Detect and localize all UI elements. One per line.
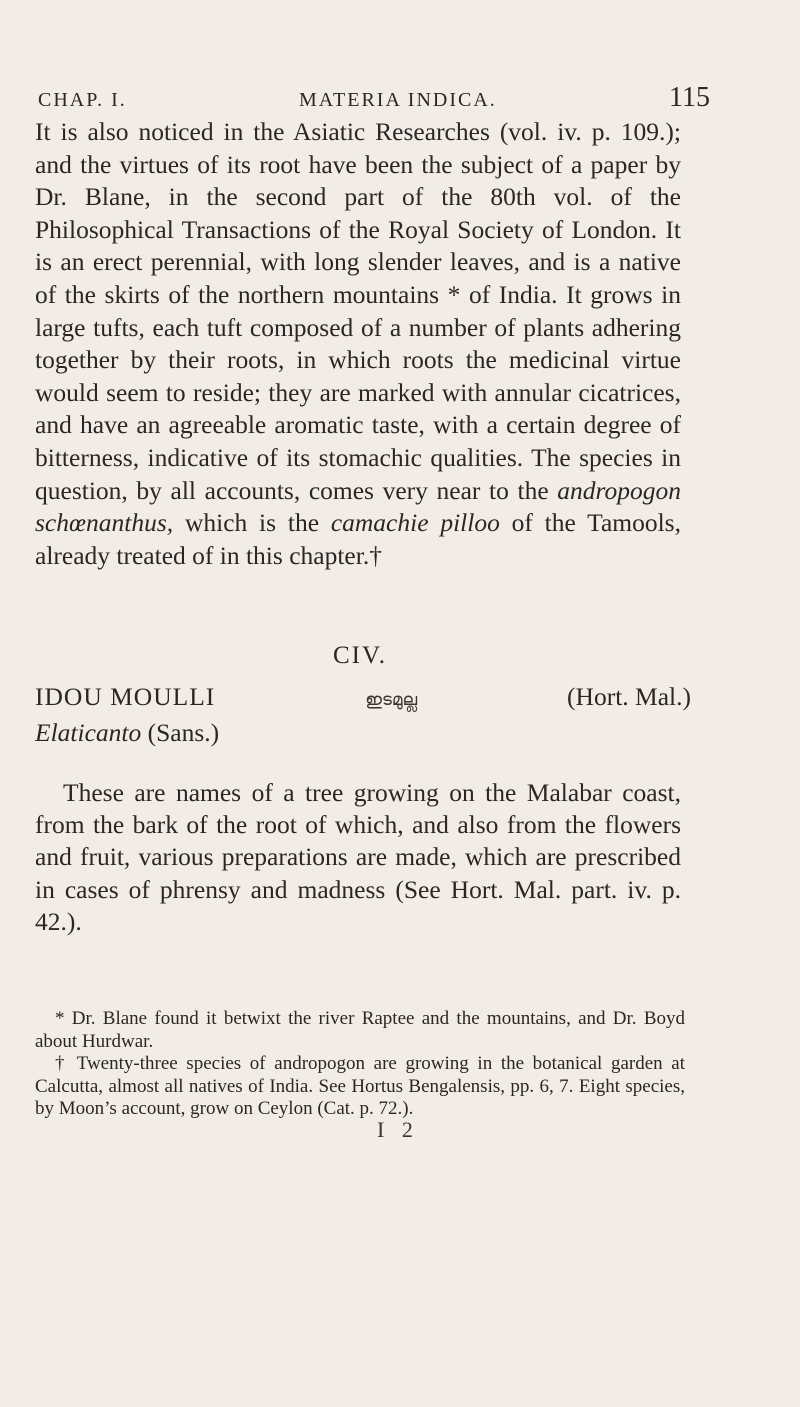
entry-name: IDOU MOULLI (35, 682, 216, 711)
section-number: CIV. (332, 642, 388, 669)
entry-source-hort-mal: (Hort. Mal.) (567, 682, 691, 711)
sanskrit-name: Elaticanto (35, 718, 142, 747)
footnote-dagger: † Twenty-three species of andropogon are growing in the botanical garden at Calcutta, almost all natives of India. See Hortus Bengalensis, pp. 6, 7. Eight species, by Moon’s account, grow on Ceylon (Cat. p. 72.). (35, 1053, 685, 1120)
paragraph-asiatic-researches (35, 116, 681, 572)
running-title: MATERIA INDICA. (299, 89, 497, 111)
paragraph-1-text-c: of the Tamools, already treated of in this chapter.† (35, 508, 681, 570)
malayalam-name: ഇടമുല്ല (365, 690, 418, 709)
species-name-camachie-pilloo: camachie pilloo (330, 508, 500, 538)
paragraph-1-text-b: which is the (173, 508, 331, 538)
page-number: 115 (669, 82, 710, 113)
species-name-andropogon: andropogon schœnanthus, (35, 475, 681, 538)
footnote-asterisk: * Dr. Blane found it betwixt the river Raptee and the mountains, and Dr. Boyd about Hurdwar. (35, 1008, 685, 1052)
paragraph-1-text-a: It is also noticed in the Asiatic Researches (vol. iv. p. 109.); and the virtues of its root have been the subject of a paper by Dr. Blane, in the second part of the 80th vol. of the Philosophical Transactions of the Royal Society of London. It is an erect perennial, with long slender leaves, and is a native of the skirts of the northern mountains * of India. It grows in large tufts, each tuft composed of a number of plants adhering together by their roots, in which roots the medicinal virtue would seem to reside; they are marked with annular cicatrices, and have an agreeable aromatic taste, with a certain degree of bitterness, indicative of its stomachic qualities. The species in question, by all accounts, comes very near to the (35, 117, 681, 505)
entry-line-1 (35, 680, 691, 716)
chapter-label: CHAP. I. (38, 89, 127, 111)
paragraph-idou-moulli: These are names of a tree growing on the Malabar coast, from the bark of the root of which, and also from the flowers and fruit, various preparations are made, which are prescribed in cases of phrensy and madness (See Hort. Mal. part. iv. p. 42.). (35, 778, 681, 936)
running-head (38, 82, 710, 113)
entry-source-sans: (Sans.) (147, 718, 220, 747)
entry-line-2 (35, 716, 691, 749)
footnotes (35, 1008, 685, 1121)
entry-heading (35, 680, 691, 749)
signature-mark: I 2 (377, 1117, 419, 1142)
